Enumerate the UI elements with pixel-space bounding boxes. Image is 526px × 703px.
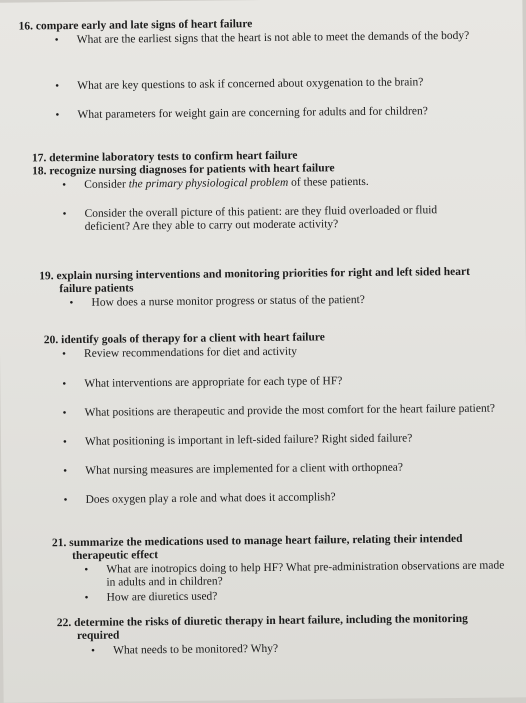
section-20-bullet-2: • What interventions are appropriate for each type of HF? xyxy=(62,375,343,391)
bullet-dot: • xyxy=(54,34,59,47)
section-19-heading-line-1: 19. explain nursing interventions and monitoring priorities for right and left sided heart xyxy=(39,265,470,283)
section-20-bullet-6: • Does oxygen play a role and what does it accomplish? xyxy=(63,491,336,507)
bullet-dot: • xyxy=(69,296,74,310)
section-18-heading: 18. recognize nursing diagnoses for patients with heart failure xyxy=(32,162,335,178)
section-16-bullet-3: • What parameters for weight gain are concerning for adults and for children? xyxy=(55,105,428,122)
section-21-heading-line-2: therapeutic effect xyxy=(72,549,159,563)
bullet-dot: • xyxy=(84,591,89,604)
section-19-heading-line-2: failure patients xyxy=(59,282,134,296)
bullet-dot: • xyxy=(55,80,60,93)
section-21-heading-line-1: 21. summarize the medications used to manage heart failure, relating their intended xyxy=(51,532,463,550)
section-18-bullet-1: • Consider the primary physiological problem of these patients. xyxy=(62,175,369,192)
bullet-dot: • xyxy=(63,494,68,507)
section-16-bullet-1: • What are the earliest signs that the heart is not able to meet the demands of the body? xyxy=(54,29,470,47)
section-20-heading: 20. identify goals of therapy for a client with heart failure xyxy=(43,331,325,347)
bullet-dot: • xyxy=(62,208,67,221)
section-19-bullet-1: • How does a nurse monitor progress or status of the patient? xyxy=(69,293,365,310)
bullet-dot: • xyxy=(55,109,60,122)
bullet-dot: • xyxy=(61,348,66,361)
bullet-dot: • xyxy=(62,378,67,391)
section-20-bullet-1: • Review recommendations for diet and activity xyxy=(61,345,298,361)
section-21-bullet-1: • What are inotropics doing to help HF? What pre-administration observations are made in adults and in children? xyxy=(84,559,505,589)
section-21-bullet-2: • How are diuretics used? xyxy=(84,590,218,604)
section-20-bullet-3: • What positions are therapeutic and provide the most comfort for the heart failure patient? xyxy=(62,402,496,420)
section-16-bullet-2: • What are key questions to ask if concerned about oxygenation to the brain? xyxy=(55,76,424,93)
section-16-heading: 16. compare early and late signs of heart failure xyxy=(18,18,253,33)
section-17-heading: 17. determine laboratory tests to confirm heart failure xyxy=(31,149,298,165)
bullet-dot: • xyxy=(62,179,67,192)
bullet-dot: • xyxy=(84,563,89,576)
section-22-bullet-1: • What needs to be monitored? Why? xyxy=(91,642,279,657)
bullet-dot: • xyxy=(63,465,68,478)
section-20-bullet-5: • What nursing measures are implemented for a client with orthopnea? xyxy=(63,461,404,478)
section-18-bullet-2: • Consider the overall picture of this patient: are they fluid overloaded or fluid deficient? Are they able to carry out moderate activity? xyxy=(62,204,438,233)
bullet-dot: • xyxy=(62,407,67,420)
section-22-heading-line-1: 22. determine the risks of diuretic therapy in heart failure, including the monitoring xyxy=(56,612,468,630)
bullet-dot: • xyxy=(62,436,67,449)
bullet-dot: • xyxy=(91,644,96,657)
section-20-bullet-4: • What positioning is important in left-sided failure? Right sided failure? xyxy=(62,432,413,449)
section-22-heading-line-2: required xyxy=(76,629,120,642)
